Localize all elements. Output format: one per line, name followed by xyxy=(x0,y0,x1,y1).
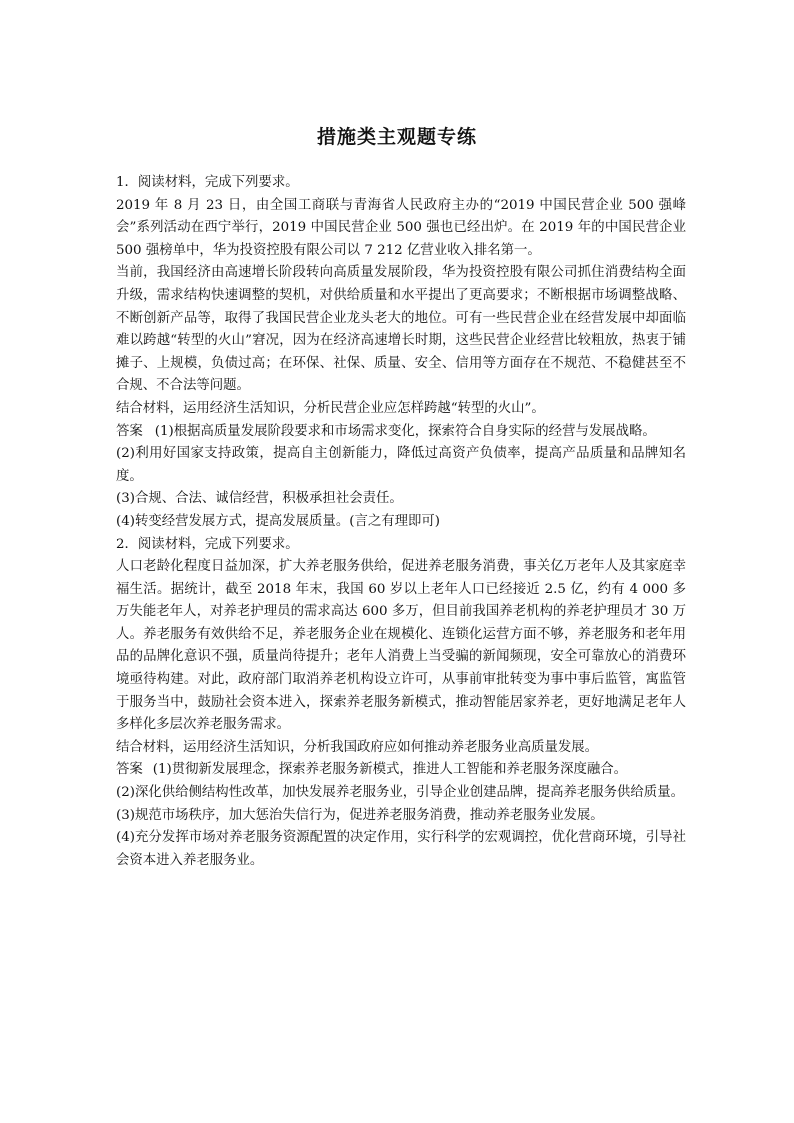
q1-material-2: 当前，我国经济由高速增长阶段转向高质量发展阶段，华为投资控股有限公司抓住消费结构全面升级，需求结构快速调整的契机，对供给质量和水平提出了更高要求；不断根据市场调整战略、不断创新产品等，取得了我国民营企业龙头老大的地位。可有一些民营企业在经营发展中却面临难以跨越“转型的火山”窘况，因为在经济高速增长时期，这些民营企业经营比较粗放，热衷于铺摊子、上规模，负债过高；在环保、社保、质量、安全、信用等方面存在不规范、不稳健甚至不合规、不合法等问题。 xyxy=(116,265,686,394)
q2-prompt: 2．阅读材料，完成下列要求。 xyxy=(116,536,299,552)
q1-answer-1-text: (1)根据高质量发展阶段要求和市场需求变化，探索符合自身实际的经营与发展战略。 xyxy=(154,423,656,439)
q1-answer-2: (2)利用好国家支持政策，提高自主创新能力，降低过高资产负债率，提高产品质量和品牌知名度。 xyxy=(116,446,686,484)
q1-answer-label: 答案 xyxy=(116,423,143,439)
q2-answer-1-text: (1)贯彻新发展理念，探索养老服务新模式，推进人工智能和养老服务深度融合。 xyxy=(152,762,628,778)
q2-answer-4: (4)充分发挥市场对养老服务资源配置的决定作用，实行科学的宏观调控，优化营商环境，引导社会资本进入养老服务业。 xyxy=(116,830,686,868)
q1-answer-4: (4)转变经营发展方式，提高发展质量。(言之有理即可) xyxy=(116,513,441,529)
q2-answer-2: (2)深化供给侧结构性改革，加快发展养老服务业，引导企业创建品牌，提高养老服务供给质量。 xyxy=(116,785,684,801)
q2-material-1: 人口老龄化程度日益加深，扩大养老服务供给，促进养老服务消费，事关亿万老年人及其家庭幸福生活。据统计，截至 2018 年末，我国 60 岁以上老年人口已经接近 2.5 亿，约有 4 000 多万失能老年人，对养老护理员的需求高达 600 多万，但目前我国养老机构的养老护理员才 30 万人。养老服务有效供给不足，养老服务企业在规模化、连锁化运营方面不够，养老服务和老年用品的品牌化意识不强，质量尚待提升；老年人消费上当受骗的新闻频现，安全可靠放心的消费环境亟待构建。对此，政府部门取消养老机构设立许可，从事前审批转变为事中事后监管，寓监管于服务当中，鼓励社会资本进入，探索养老服务新模式，推动智能居家养老，更好地满足老年人多样化多层次养老服务需求。 xyxy=(116,559,686,733)
q2-answer-1 xyxy=(116,759,686,782)
q2-answer-label: 答案 xyxy=(116,762,143,778)
q1-question: 结合材料，运用经济生活知识，分析民营企业应怎样跨越“转型的火山”。 xyxy=(116,400,545,416)
document-body xyxy=(116,172,686,872)
q1-prompt: 1．阅读材料，完成下列要求。 xyxy=(116,175,299,190)
page-title: 措施类主观题专练 xyxy=(316,126,477,148)
q2-answer-3: (3)规范市场秩序，加大惩治失信行为，促进养老服务消费，推动养老服务业发展。 xyxy=(116,807,604,823)
q1-material-1: 2019 年 8 月 23 日，由全国工商联与青海省人民政府主办的“2019 中国民营企业 500 强峰会”系列活动在西宁举行，2019 中国民营企业 500 强也已经出炉。在 2019 年的中国民营企业 500 强榜单中，华为投资控股有限公司以 7 212 亿营业收入排名第一。 xyxy=(116,197,686,258)
q2-question: 结合材料，运用经济生活知识，分析我国政府应如何推动养老服务业高质量发展。 xyxy=(116,739,599,755)
q1-answer-3: (3)合规、合法、诚信经营，积极承担社会责任。 xyxy=(116,491,403,507)
q1-answer-1 xyxy=(116,421,686,444)
